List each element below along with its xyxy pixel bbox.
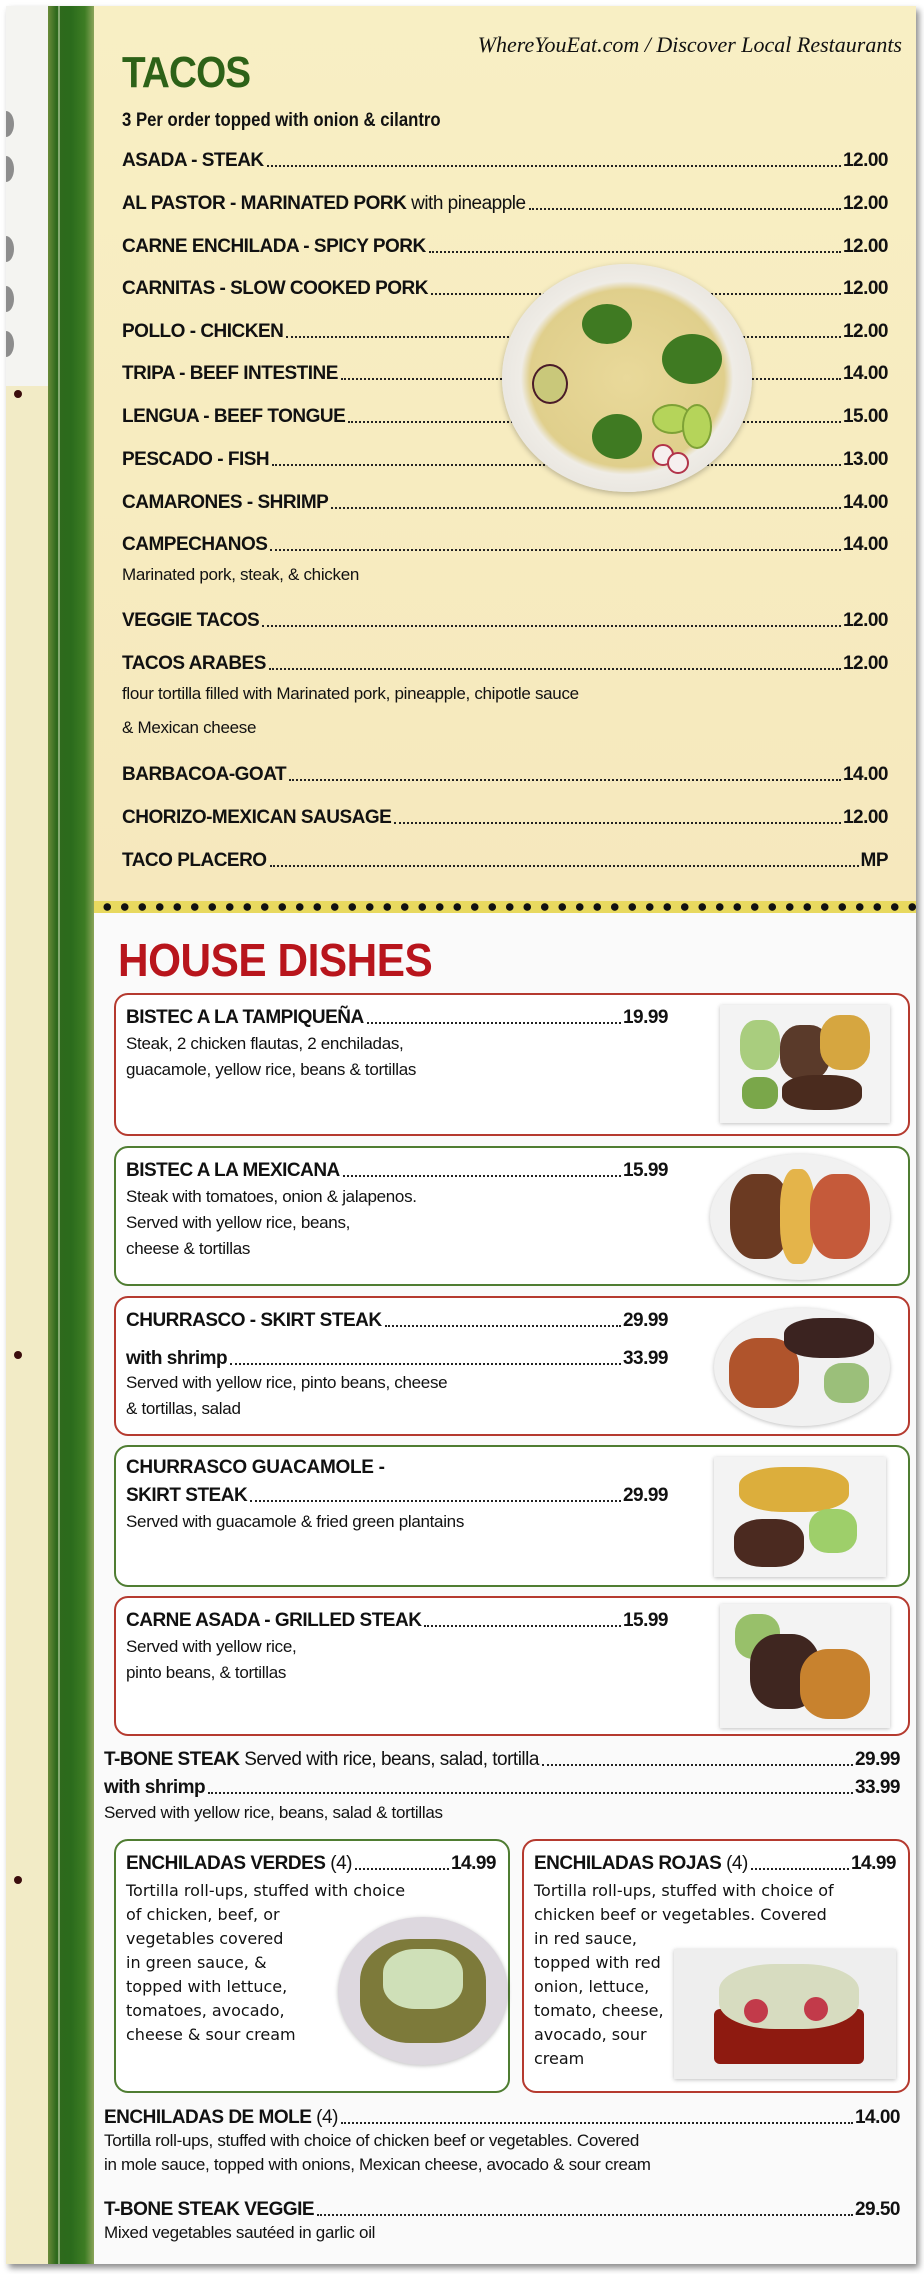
item-description: Served with yellow rice, beans, salad & tortillas	[104, 1803, 443, 1822]
binding-hole	[6, 111, 14, 137]
tacos-photo	[502, 264, 752, 492]
item-description: in mole sauce, topped with onions, Mexican cheese, avocado & sour cream	[104, 2155, 651, 2174]
menu-item: ENCHILADAS DE MOLE (4) 14.00	[104, 2107, 900, 2128]
menu-item: CARNE ASADA - GRILLED STEAK 15.99	[126, 1610, 668, 1631]
menu-item-variant: with shrimp 33.99	[126, 1348, 668, 1369]
menu-item: T-BONE STEAK VEGGIE 29.50	[104, 2199, 900, 2220]
menu-item: CARNE ENCHILADA - SPICY PORK 12.00	[122, 236, 888, 257]
item-description: Served with yellow rice,	[126, 1637, 297, 1656]
item-description: topped with lettuce,	[126, 1977, 288, 1996]
menu-item: ASADA - STEAK 12.00	[122, 150, 888, 171]
menu-item: PESCADO - FISH 13.00	[122, 449, 888, 470]
menu-item: TACO PLACERO MP	[122, 850, 888, 871]
dish-photo	[338, 1917, 508, 2065]
tacos-section	[94, 6, 916, 906]
dish-card	[114, 1839, 510, 2093]
dish-photo	[720, 1005, 890, 1123]
item-description: Mixed vegetables sautéed in garlic oil	[104, 2223, 376, 2242]
item-description: pinto beans, & tortillas	[126, 1663, 287, 1682]
item-description: Served with guacamole & fried green plantains	[126, 1512, 465, 1531]
dotted-divider	[94, 901, 916, 913]
item-description: topped with red	[534, 1953, 661, 1972]
item-description: avocado, sour	[534, 2025, 647, 2044]
item-description: & Mexican cheese	[122, 718, 257, 737]
item-description: Served with yellow rice, beans,	[126, 1213, 351, 1232]
dish-card	[114, 1146, 910, 1286]
green-stripe	[48, 6, 94, 2264]
binding-hole	[6, 331, 14, 357]
dish-card	[114, 1296, 910, 1436]
item-description: onion, lettuce,	[534, 1977, 650, 1996]
menu-item: CHORIZO-MEXICAN SAUSAGE 12.00	[122, 807, 888, 828]
veggie-block	[94, 2195, 916, 2255]
dish-card	[522, 1839, 910, 2093]
menu-item: ENCHILADAS ROJAS (4) 14.99	[534, 1853, 896, 1874]
menu-item: POLLO - CHICKEN 12.00	[122, 321, 888, 342]
item-description: in green sauce, &	[126, 1953, 267, 1972]
item-description: flour tortilla filled with Marinated pork, pineapple, chipotle sauce	[122, 684, 579, 703]
menu-item: ENCHILADAS VERDES (4) 14.99	[126, 1853, 496, 1874]
item-description: cheese & sour cream	[126, 2025, 296, 2044]
menu-item-variant: with shrimp 33.99	[104, 1777, 900, 1798]
dish-photo	[714, 1457, 886, 1577]
item-description: cream	[534, 2049, 585, 2068]
item-description: in red sauce,	[534, 1929, 637, 1948]
menu-item: TRIPA - BEEF INTESTINE 14.00	[122, 363, 888, 384]
item-description: cheese & tortillas	[126, 1239, 251, 1258]
item-description: Served with yellow rice, pinto beans, cheese	[126, 1373, 448, 1392]
menu-item: T-BONE STEAK Served with rice, beans, salad, tortilla 29.99	[104, 1749, 900, 1770]
item-description: & tortillas, salad	[126, 1399, 241, 1418]
tacos-subtitle: 3 Per order topped with onion & cilantro	[122, 110, 441, 131]
item-description: Tortilla roll-ups, stuffed with choice of chicken beef or vegetables. Covered	[104, 2131, 640, 2150]
tbone-block	[94, 1745, 916, 1835]
menu-item: BISTEC A LA TAMPIQUEÑA 19.99	[126, 1007, 668, 1028]
menu-item: SKIRT STEAK 29.99	[126, 1485, 668, 1506]
tacos-title: TACOS	[122, 48, 251, 97]
menu-item-name: CHURRASCO GUACAMOLE -	[126, 1457, 385, 1478]
binding-dot	[14, 390, 22, 398]
menu-page	[6, 6, 916, 2264]
item-description: guacamole, yellow rice, beans & tortillas	[126, 1060, 417, 1079]
binding-dot	[14, 1351, 22, 1359]
dish-card	[114, 1445, 910, 1587]
dish-card	[114, 993, 910, 1136]
item-description: Tortilla roll-ups, stuffed with choice	[126, 1881, 406, 1900]
item-description: Marinated pork, steak, & chicken	[122, 565, 360, 584]
item-description: chicken beef or vegetables. Covered	[534, 1905, 827, 1924]
item-description: tomatoes, avocado,	[126, 2001, 285, 2020]
menu-item: TACOS ARABES 12.00	[122, 653, 888, 674]
binding-hole	[6, 286, 14, 312]
binding-hole	[6, 156, 14, 182]
menu-item: AL PASTOR - MARINATED PORK with pineapple 12.00	[122, 193, 888, 214]
binding-hole	[6, 236, 14, 262]
binding-flap	[6, 6, 48, 2264]
dish-photo	[720, 1604, 890, 1728]
dish-card	[114, 1596, 910, 1736]
item-description: vegetables covered	[126, 1929, 284, 1948]
menu-item: VEGGIE TACOS 12.00	[122, 610, 888, 631]
house-dishes-title: HOUSE DISHES	[118, 934, 433, 986]
menu-item: CAMPECHANOS 14.00	[122, 534, 888, 555]
item-description: Steak with tomatoes, onion & jalapenos.	[126, 1187, 417, 1206]
item-description: of chicken, beef, or	[126, 1905, 280, 1924]
menu-item: CHURRASCO - SKIRT STEAK 29.99	[126, 1310, 668, 1331]
menu-item: BISTEC A LA MEXICANA 15.99	[126, 1160, 668, 1181]
item-description: Tortilla roll-ups, stuffed with choice of	[534, 1881, 834, 1900]
dish-photo	[710, 1154, 890, 1280]
item-description: tomato, cheese,	[534, 2001, 664, 2020]
menu-item: CAMARONES - SHRIMP 14.00	[122, 492, 888, 513]
mole-block	[94, 2103, 916, 2183]
item-description: Steak, 2 chicken flautas, 2 enchiladas,	[126, 1034, 404, 1053]
menu-item: BARBACOA-GOAT 14.00	[122, 764, 888, 785]
dish-photo	[714, 1308, 890, 1426]
menu-item: CARNITAS - SLOW COOKED PORK 12.00	[122, 278, 888, 299]
house-dishes-section	[94, 913, 916, 2264]
site-watermark: WhereYouEat.com / Discover Local Restaurants	[477, 32, 902, 57]
binding-dot	[14, 1876, 22, 1884]
dish-photo	[674, 1949, 896, 2079]
menu-item: LENGUA - BEEF TONGUE 15.00	[122, 406, 888, 427]
